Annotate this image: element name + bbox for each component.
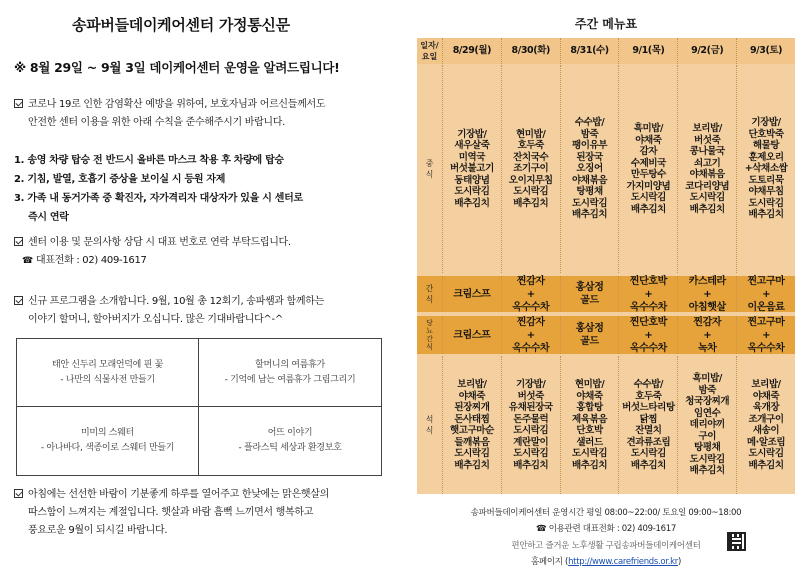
snack-row bbox=[417, 276, 795, 312]
menu-line: 현미밥/ bbox=[574, 379, 605, 390]
menu-line: 홍삼정 bbox=[575, 323, 604, 334]
menu-line: 보리밥/ bbox=[751, 379, 781, 390]
menu-cell bbox=[677, 65, 736, 273]
menu-line: 식 bbox=[425, 426, 434, 435]
menu-line: 도시락김 bbox=[689, 453, 725, 465]
menu-line: 호두죽 bbox=[517, 140, 544, 152]
menu-line: 오징어 bbox=[576, 163, 603, 175]
menu-line: 닭찜 bbox=[639, 413, 658, 425]
menu-line: 팽이유부 bbox=[572, 140, 608, 152]
menu-line: 조기구이 bbox=[513, 163, 549, 175]
menu-line: 찐고구마 bbox=[747, 275, 785, 287]
menu-line: 배추김치 bbox=[454, 459, 490, 471]
menu-line: 석 bbox=[425, 415, 434, 424]
menu-line: 버섯죽 bbox=[694, 134, 721, 146]
menu-line: 도시락김 bbox=[748, 197, 784, 209]
rule-item: 1. 송영 차량 탑승 전 반드시 올바른 마스크 착용 후 차량에 탑승 bbox=[14, 155, 284, 166]
homepage-line: 홈페이지 (http://www.carefriends.or.kr) bbox=[531, 557, 681, 567]
menu-line: 도시락김 bbox=[630, 448, 666, 459]
program-cell: 할머니의 여름휴가 - 기억에 남는 여름휴가 그림그리기 bbox=[199, 339, 381, 407]
menu-cell bbox=[560, 316, 619, 354]
menu-line: 기장밥/ bbox=[516, 379, 546, 390]
program-cell: 태안 신두리 모래언덕에 핀 꽃 - 나만의 식물사전 만들기 bbox=[17, 339, 199, 407]
menu-line: 야채죽 bbox=[458, 390, 486, 402]
menu-header-row bbox=[417, 38, 795, 64]
menu-cell bbox=[618, 356, 677, 494]
menu-line: 현미밥/ bbox=[516, 128, 546, 140]
operating-hours: 송파버들데이케어센터 운영시간 평일 08:00~22:00/ 토요일 09:00~18:00 bbox=[470, 508, 742, 518]
menu-line: 홍삼정 bbox=[575, 282, 604, 293]
menu-line: 동태양념 bbox=[454, 174, 490, 186]
menu-line: 버섯죽 bbox=[517, 390, 544, 402]
menu-cell bbox=[677, 356, 736, 494]
diabetic-snack-label bbox=[417, 316, 442, 354]
menu-line: 도시락김 bbox=[630, 192, 666, 203]
menu-line: 도시락김 bbox=[454, 186, 490, 198]
menu-line: 보리밥/ bbox=[692, 123, 722, 134]
phone-icon: ☎ bbox=[22, 256, 33, 266]
menu-line: 야채볶음 bbox=[572, 174, 608, 186]
program-cell: 어뜨 이야기 - 플라스틱 세상과 환경보호 bbox=[238, 428, 342, 453]
footer-slogan: 편안하고 즐거운 노후생활 구립송파버들데이케어센터 bbox=[511, 541, 701, 551]
day-header: 9/1(목) bbox=[618, 38, 677, 64]
menu-line: 샐러드 bbox=[576, 436, 603, 448]
menu-line: 미역국 bbox=[458, 151, 486, 163]
menu-line: 잔멸치 bbox=[635, 425, 662, 436]
day-header: 8/30(화) bbox=[501, 38, 560, 64]
menu-cell bbox=[736, 276, 795, 312]
menu-line: 배추김치 bbox=[454, 197, 490, 209]
menu-line: 버섯느타리탕 bbox=[622, 402, 675, 413]
menu-line: 청국장찌개 bbox=[685, 396, 730, 408]
day-header: 8/29(월) bbox=[442, 38, 501, 64]
menu-line: 간 bbox=[426, 335, 433, 343]
menu-line: 메·알조림 bbox=[746, 436, 786, 448]
menu-line: 감자 bbox=[639, 146, 658, 157]
menu-line: 견과류조림 bbox=[626, 436, 671, 448]
menu-line: 임연수 bbox=[694, 407, 721, 419]
menu-line: 훈제오리 bbox=[748, 151, 784, 163]
menu-line: 배추김치 bbox=[689, 465, 725, 477]
program-cell: 미미의 스웨터 - 아나바다, 색종이로 스웨터 만들기 bbox=[17, 407, 199, 475]
menu-line: 야채죽 bbox=[635, 134, 662, 146]
plus-sign: + bbox=[703, 329, 712, 341]
menu-line: 단호박죽 bbox=[748, 128, 784, 140]
menu-line: 구이 bbox=[698, 430, 716, 442]
menu-line: 옥수수차 bbox=[747, 342, 785, 354]
menu-cell bbox=[560, 65, 619, 273]
rule-item: 2. 기침, 발열, 호흡기 증상을 보이실 시 등원 자제 bbox=[14, 174, 226, 185]
menu-line: 가지미양념 bbox=[626, 180, 671, 192]
menu-line: 보리밥/ bbox=[457, 379, 487, 390]
menu-title: 주간 메뉴표 bbox=[574, 17, 638, 31]
menu-column bbox=[416, 0, 810, 572]
menu-line: 배추김치 bbox=[748, 209, 784, 221]
plus-sign: + bbox=[644, 288, 653, 300]
menu-line: 식 bbox=[425, 295, 434, 304]
menu-line: 된장찌개 bbox=[454, 402, 490, 413]
menu-line: 흑미밥/ bbox=[692, 373, 722, 385]
menu-line: 야채무침 bbox=[748, 186, 784, 198]
menu-line: 찐감자 bbox=[693, 316, 722, 328]
closing-message: 아침에는 선선한 바람이 기분좋게 하루를 열어주고 한낮에는 맑은햇살의 따스함이 느껴지는 계절입니다. 햇살과 바람 흠뻑 느끼면서 행복하고 풍요로운 9월이 되시길 바랍니다. bbox=[14, 486, 394, 540]
menu-line: 코다리양념 bbox=[685, 180, 730, 192]
menu-line: 카스테라 bbox=[688, 275, 726, 287]
menu-line: 골드 bbox=[580, 295, 599, 306]
menu-line: 도시락김 bbox=[572, 448, 608, 459]
menu-line: 데리야끼 bbox=[689, 419, 725, 431]
menu-line: 야채볶음 bbox=[689, 169, 725, 180]
menu-cell bbox=[736, 65, 795, 273]
menu-line: 요일 bbox=[421, 52, 438, 61]
menu-line: 배추김치 bbox=[513, 459, 549, 471]
menu-line: 야채죽 bbox=[576, 390, 603, 402]
menu-line: 도시락김 bbox=[748, 448, 784, 459]
menu-line: 일자/ bbox=[420, 41, 439, 50]
menu-line: 단호박 bbox=[576, 425, 603, 436]
menu-cell bbox=[501, 356, 560, 494]
menu-cell bbox=[560, 276, 619, 312]
menu-line: 육개장 bbox=[752, 402, 780, 413]
rule-item: 3. 가족 내 동거가족 중 확진자, 자가격리자 대상자가 있을 시 센터로 bbox=[14, 193, 303, 204]
menu-line: 밤죽 bbox=[698, 384, 716, 396]
lunch-row bbox=[417, 65, 795, 273]
menu-cell bbox=[677, 276, 736, 312]
menu-line: 찐고구마 bbox=[747, 316, 785, 328]
dinner-label bbox=[417, 356, 442, 494]
menu-line: 조개구이 bbox=[748, 413, 784, 425]
newsletter-title: 송파버들데이케어센터 가정통신문 bbox=[72, 16, 290, 34]
day-header: 9/2(금) bbox=[677, 38, 736, 64]
menu-line: 수제비국 bbox=[630, 157, 666, 169]
checkbox-icon bbox=[14, 99, 23, 108]
menu-cell bbox=[501, 276, 560, 312]
menu-line: 햇고구마순 bbox=[449, 425, 494, 436]
program-table bbox=[16, 338, 382, 476]
newsletter-column bbox=[0, 0, 400, 572]
checkbox-icon bbox=[14, 237, 23, 246]
footer-phone: ☎ 이용관련 대표전화 : 02) 409-1617 bbox=[536, 524, 676, 534]
menu-line: 옥수수차 bbox=[629, 342, 667, 354]
menu-line: 호두죽 bbox=[635, 390, 662, 402]
menu-line: 배추김치 bbox=[748, 459, 784, 471]
menu-line: 도시락김 bbox=[572, 197, 608, 209]
menu-line: 찐감자 bbox=[516, 316, 545, 328]
menu-line: +삭채소쌈 bbox=[744, 163, 788, 175]
plus-sign: + bbox=[644, 329, 653, 341]
lunch-label bbox=[417, 65, 442, 273]
menu-line: 오이지무침 bbox=[508, 174, 553, 186]
menu-line: 식 bbox=[425, 170, 434, 179]
menu-line: 홍합탕 bbox=[576, 402, 603, 413]
snack-label bbox=[417, 276, 442, 312]
menu-line: 만두탕수 bbox=[630, 169, 666, 180]
menu-cell bbox=[736, 356, 795, 494]
menu-line: 크림스프 bbox=[453, 329, 491, 341]
menu-line: 배추김치 bbox=[630, 203, 666, 215]
program-intro: 신규 프로그램을 소개합니다. 9월, 10월 총 12회기, 송파쌤과 함께하는 이야기 할머니, 할아버지가 오십니다. 많은 기대바랍니다^-^ bbox=[14, 293, 394, 329]
menu-line: 들깨볶음 bbox=[454, 436, 490, 448]
day-header: 8/31(수) bbox=[560, 38, 619, 64]
menu-line: 식 bbox=[426, 343, 433, 351]
operation-headline: ※ 8월 29일 ~ 9월 3일 데이케어센터 운영을 알려드립니다! bbox=[14, 60, 340, 75]
menu-line: 버섯불고기 bbox=[449, 163, 494, 175]
menu-line: 된장국 bbox=[576, 151, 603, 163]
menu-line: 녹차 bbox=[697, 342, 717, 354]
menu-line: 배추김치 bbox=[572, 209, 608, 221]
menu-line: 도시락김 bbox=[689, 192, 725, 203]
menu-line: 이온음료 bbox=[747, 301, 785, 313]
day-header: 9/3(토) bbox=[736, 38, 795, 64]
covid-notice: 코로나 19로 인한 감염확산 예방을 위하여, 보호자님과 어르신들께서도 안전한 센터 이용을 위한 아래 수칙을 준수해주시기 바랍니다. bbox=[14, 96, 392, 132]
phone-number: 대표전화 : 02) 409-1617 bbox=[36, 255, 147, 266]
menu-line: 탕평채 bbox=[576, 186, 603, 198]
dinner-row bbox=[417, 356, 795, 494]
menu-line: 야채죽 bbox=[752, 390, 780, 402]
menu-line: 계란말이 bbox=[513, 436, 549, 448]
menu-line: 찐단호박 bbox=[629, 275, 667, 287]
menu-line: 기장밥/ bbox=[751, 117, 781, 129]
menu-line: 새우살죽 bbox=[454, 140, 490, 152]
menu-cell bbox=[618, 276, 677, 312]
menu-cell bbox=[677, 316, 736, 354]
menu-line: 간 bbox=[425, 284, 434, 293]
contact-notice: 센터 이용 및 문의사항 상담 시 대표 번호로 연락 부탁드립니다. ☎ 대표전화 : 02) 409-1617 bbox=[14, 234, 394, 270]
menu-cell bbox=[442, 65, 501, 273]
menu-line: 기장밥/ bbox=[457, 128, 487, 140]
menu-line: 옥수수차 bbox=[629, 301, 667, 313]
menu-line: 제육볶음 bbox=[572, 413, 608, 425]
menu-line: 당 bbox=[426, 319, 433, 327]
menu-line: 밤죽 bbox=[580, 128, 599, 140]
menu-cell bbox=[560, 356, 619, 494]
menu-line: 유채된장국 bbox=[508, 402, 553, 413]
menu-line: 쇠고기 bbox=[694, 157, 721, 169]
menu-line: 아침햇살 bbox=[688, 301, 726, 313]
menu-line: 흑미밥/ bbox=[633, 123, 664, 134]
qr-code-icon[interactable] bbox=[727, 532, 746, 551]
menu-cell bbox=[442, 316, 501, 354]
menu-line: 크림스프 bbox=[453, 288, 491, 300]
plus-sign: + bbox=[703, 288, 712, 300]
menu-line: 잔치국수 bbox=[513, 151, 549, 163]
menu-line: 배추김치 bbox=[572, 459, 608, 471]
menu-line: 도시락김 bbox=[454, 448, 490, 459]
menu-line: 찐단호박 bbox=[629, 316, 667, 328]
checkbox-icon bbox=[14, 296, 23, 305]
menu-cell bbox=[736, 316, 795, 354]
menu-cell bbox=[618, 316, 677, 354]
menu-line: 골드 bbox=[580, 336, 599, 347]
safety-rules bbox=[14, 151, 394, 227]
menu-line: 돈사태찜 bbox=[454, 413, 490, 425]
menu-cell bbox=[442, 356, 501, 494]
plus-sign: + bbox=[762, 288, 771, 300]
menu-line: 중 bbox=[425, 159, 434, 168]
homepage-link[interactable]: http://www.carefriends.or.kr bbox=[568, 557, 678, 567]
rule-item: 즉시 연락 bbox=[28, 212, 69, 223]
menu-line: 도시락김 bbox=[513, 186, 549, 198]
checkbox-icon bbox=[14, 489, 23, 498]
menu-cell bbox=[442, 276, 501, 312]
menu-cell bbox=[618, 65, 677, 273]
plus-sign: + bbox=[526, 329, 535, 341]
menu-line: 찐감자 bbox=[516, 275, 545, 287]
weekly-menu-table bbox=[417, 38, 795, 494]
menu-line: 배추김치 bbox=[630, 459, 666, 471]
menu-line: 옥수수차 bbox=[512, 301, 550, 313]
menu-line: 배추김치 bbox=[513, 197, 549, 209]
menu-line: 배추김치 bbox=[689, 203, 725, 215]
date-label bbox=[417, 38, 442, 64]
plus-sign: + bbox=[526, 288, 535, 300]
menu-line: 돈주물럭 bbox=[513, 413, 549, 425]
menu-line: 해물탕 bbox=[752, 140, 780, 152]
menu-line: 도토리묵 bbox=[748, 174, 784, 186]
menu-line: 도시락김 bbox=[513, 448, 549, 459]
diabetic-snack-row bbox=[417, 316, 795, 354]
menu-cell bbox=[501, 65, 560, 273]
menu-line: 탕평채 bbox=[694, 442, 721, 454]
menu-line: 뇨 bbox=[426, 327, 433, 335]
menu-line: 옥수수차 bbox=[512, 342, 550, 354]
menu-line: 수수밥/ bbox=[574, 117, 605, 129]
menu-line: 콩나물국 bbox=[689, 146, 725, 157]
menu-line: 도시락김 bbox=[513, 425, 549, 436]
menu-line: 새송이 bbox=[752, 425, 780, 436]
menu-cell bbox=[501, 316, 560, 354]
plus-sign: + bbox=[762, 329, 771, 341]
menu-line: 수수밥/ bbox=[633, 379, 664, 390]
